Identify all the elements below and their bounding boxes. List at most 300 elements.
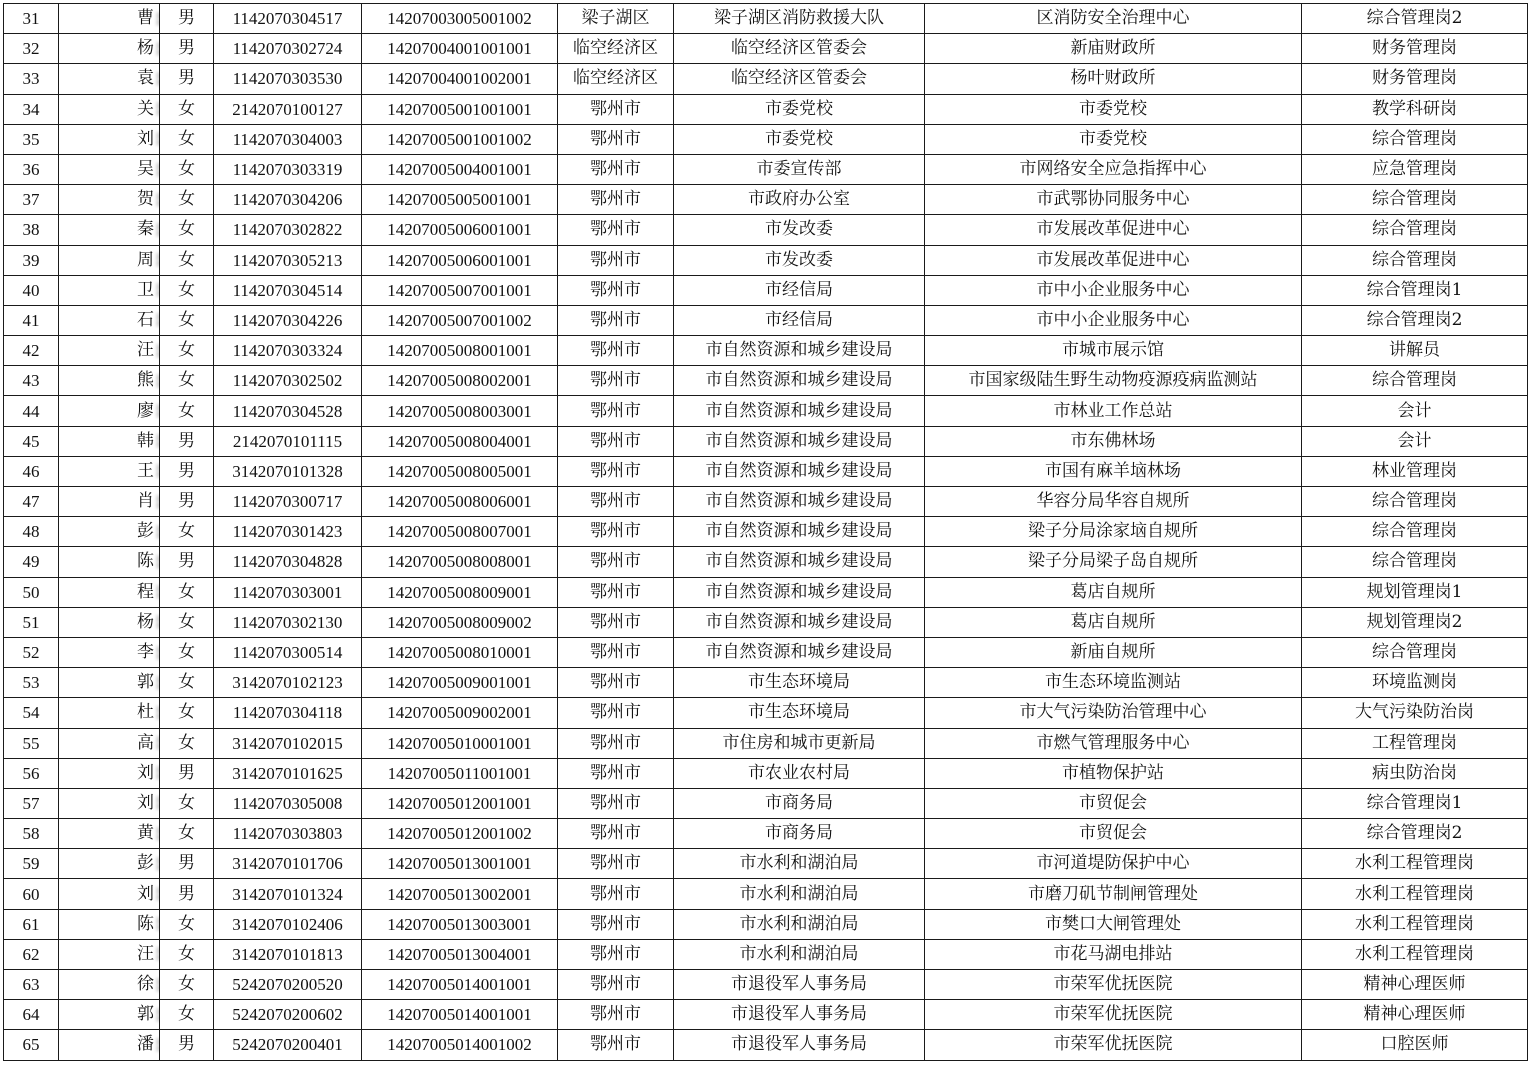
table-row	[4, 245, 1528, 275]
candidate-surname: 徐	[137, 974, 154, 995]
gender-cell: 女	[160, 637, 214, 667]
post-code-cell: 14207005013001001	[362, 849, 558, 879]
post-code-cell: 14207005006001001	[362, 215, 558, 245]
post-code-cell: 14207005007001002	[362, 305, 558, 335]
exam-number-cell: 1142070303319	[214, 154, 362, 184]
row-index-cell: 48	[4, 517, 59, 547]
candidate-name-cell	[59, 396, 160, 426]
hiring-unit-cell: 市东佛林场	[925, 426, 1302, 456]
row-index-cell: 46	[4, 456, 59, 486]
hiring-unit-cell: 梁子分局涂家垴自规所	[925, 517, 1302, 547]
name-redaction-blur	[156, 676, 160, 690]
post-name-cell: 会计	[1302, 396, 1528, 426]
candidate-surname: 刘	[137, 883, 154, 904]
region-cell: 鄂州市	[558, 668, 674, 698]
hiring-unit-cell: 市樊口大闸管理处	[925, 909, 1302, 939]
table-row	[4, 849, 1528, 879]
exam-number-cell: 1142070300717	[214, 487, 362, 517]
table-row	[4, 909, 1528, 939]
region-cell: 鄂州市	[558, 788, 674, 818]
department-cell: 市自然资源和城乡建设局	[674, 456, 925, 486]
candidate-surname: 刘	[137, 792, 154, 813]
table-row	[4, 517, 1528, 547]
hiring-unit-cell: 华容分局华容自规所	[925, 487, 1302, 517]
gender-cell: 女	[160, 607, 214, 637]
candidate-surname: 卫	[137, 279, 154, 300]
name-redaction-blur	[156, 978, 160, 992]
hiring-unit-cell: 市林业工作总站	[925, 396, 1302, 426]
post-name-cell: 教学科研岗	[1302, 94, 1528, 124]
candidate-name-cell	[59, 607, 160, 637]
region-cell: 鄂州市	[558, 426, 674, 456]
table-row	[4, 4, 1528, 34]
exam-number-cell: 5242070200602	[214, 1000, 362, 1030]
row-index-cell: 35	[4, 124, 59, 154]
department-cell: 市水利和湖泊局	[674, 849, 925, 879]
exam-number-cell: 1142070304528	[214, 396, 362, 426]
post-code-cell: 14207005012001002	[362, 819, 558, 849]
post-code-cell: 14207005005001001	[362, 185, 558, 215]
candidate-name-cell	[59, 124, 160, 154]
gender-cell: 男	[160, 758, 214, 788]
candidate-surname: 熊	[137, 370, 154, 391]
gender-cell: 女	[160, 698, 214, 728]
candidate-name-cell	[59, 849, 160, 879]
table-row	[4, 788, 1528, 818]
region-cell: 鄂州市	[558, 94, 674, 124]
table-row	[4, 34, 1528, 64]
region-cell: 鄂州市	[558, 909, 674, 939]
table-row	[4, 1000, 1528, 1030]
hiring-unit-cell: 市中小企业服务中心	[925, 305, 1302, 335]
row-index-cell: 49	[4, 547, 59, 577]
name-redaction-blur	[156, 857, 160, 871]
table-row	[4, 577, 1528, 607]
region-cell: 鄂州市	[558, 185, 674, 215]
department-cell: 市经信局	[674, 305, 925, 335]
candidate-name-cell	[59, 245, 160, 275]
table-row	[4, 124, 1528, 154]
candidate-name-cell	[59, 577, 160, 607]
row-index-cell: 53	[4, 668, 59, 698]
row-index-cell: 40	[4, 275, 59, 305]
row-index-cell: 31	[4, 4, 59, 34]
exam-number-cell: 1142070305008	[214, 788, 362, 818]
table-row	[4, 396, 1528, 426]
post-name-cell: 综合管理岗1	[1302, 788, 1528, 818]
post-name-cell: 财务管理岗	[1302, 34, 1528, 64]
department-cell: 市住房和城市更新局	[674, 728, 925, 758]
name-redaction-blur	[156, 72, 160, 86]
post-code-cell: 14207005008007001	[362, 517, 558, 547]
gender-cell: 女	[160, 366, 214, 396]
exam-number-cell: 1142070302502	[214, 366, 362, 396]
table-row	[4, 185, 1528, 215]
gender-cell: 男	[160, 849, 214, 879]
candidate-surname: 李	[137, 642, 154, 663]
gender-cell: 男	[160, 1030, 214, 1060]
hiring-unit-cell: 市贸促会	[925, 788, 1302, 818]
candidate-name-cell	[59, 939, 160, 969]
row-index-cell: 34	[4, 94, 59, 124]
department-cell: 市发改委	[674, 215, 925, 245]
post-code-cell: 14207005014001001	[362, 970, 558, 1000]
candidate-surname: 廖	[137, 400, 154, 421]
region-cell: 鄂州市	[558, 487, 674, 517]
candidate-name-cell	[59, 547, 160, 577]
gender-cell: 女	[160, 94, 214, 124]
name-redaction-blur	[156, 223, 160, 237]
department-cell: 市经信局	[674, 275, 925, 305]
name-redaction-blur	[156, 917, 160, 931]
table-row	[4, 970, 1528, 1000]
candidate-name-cell	[59, 970, 160, 1000]
name-redaction-blur	[156, 42, 160, 56]
table-row	[4, 668, 1528, 698]
hiring-unit-cell: 市花马湖电排站	[925, 939, 1302, 969]
candidate-name-cell	[59, 336, 160, 366]
row-index-cell: 52	[4, 637, 59, 667]
post-name-cell: 综合管理岗	[1302, 185, 1528, 215]
name-redaction-blur	[156, 887, 160, 901]
exam-number-cell: 1142070304206	[214, 185, 362, 215]
post-name-cell: 精神心理医师	[1302, 970, 1528, 1000]
hiring-unit-cell: 市武鄂协同服务中心	[925, 185, 1302, 215]
name-redaction-blur	[156, 283, 160, 297]
gender-cell: 男	[160, 426, 214, 456]
post-name-cell: 综合管理岗2	[1302, 305, 1528, 335]
region-cell: 鄂州市	[558, 939, 674, 969]
region-cell: 鄂州市	[558, 879, 674, 909]
department-cell: 市商务局	[674, 819, 925, 849]
department-cell: 市水利和湖泊局	[674, 909, 925, 939]
region-cell: 鄂州市	[558, 758, 674, 788]
department-cell: 市政府办公室	[674, 185, 925, 215]
post-code-cell: 14207005008002001	[362, 366, 558, 396]
row-index-cell: 39	[4, 245, 59, 275]
exam-number-cell: 1142070302724	[214, 34, 362, 64]
candidate-name-cell	[59, 1000, 160, 1030]
candidate-name-cell	[59, 4, 160, 34]
department-cell: 市自然资源和城乡建设局	[674, 607, 925, 637]
post-name-cell: 财务管理岗	[1302, 64, 1528, 94]
post-name-cell: 大气污染防治岗	[1302, 698, 1528, 728]
table-row	[4, 426, 1528, 456]
gender-cell: 女	[160, 517, 214, 547]
department-cell: 市自然资源和城乡建设局	[674, 366, 925, 396]
row-index-cell: 32	[4, 34, 59, 64]
department-cell: 市商务局	[674, 788, 925, 818]
name-redaction-blur	[156, 555, 160, 569]
candidate-surname: 程	[137, 581, 154, 602]
table-row	[4, 698, 1528, 728]
department-cell: 市自然资源和城乡建设局	[674, 637, 925, 667]
table-row	[4, 305, 1528, 335]
name-redaction-blur	[156, 525, 160, 539]
table-row	[4, 728, 1528, 758]
candidate-name-cell	[59, 487, 160, 517]
post-name-cell: 环境监测岗	[1302, 668, 1528, 698]
candidate-name-cell	[59, 879, 160, 909]
post-code-cell: 14207005008003001	[362, 396, 558, 426]
region-cell: 鄂州市	[558, 698, 674, 728]
hiring-unit-cell: 新庙自规所	[925, 637, 1302, 667]
candidate-surname: 王	[137, 460, 154, 481]
candidate-roster-table	[3, 3, 1528, 1061]
name-redaction-blur	[156, 736, 160, 750]
exam-number-cell: 3142070102123	[214, 668, 362, 698]
exam-number-cell: 1142070305213	[214, 245, 362, 275]
row-index-cell: 44	[4, 396, 59, 426]
exam-number-cell: 3142070102015	[214, 728, 362, 758]
candidate-surname: 郭	[137, 1004, 154, 1025]
post-name-cell: 综合管理岗	[1302, 215, 1528, 245]
post-code-cell: 14207005008009001	[362, 577, 558, 607]
exam-number-cell: 3142070101324	[214, 879, 362, 909]
gender-cell: 女	[160, 336, 214, 366]
exam-number-cell: 3142070101813	[214, 939, 362, 969]
post-name-cell: 应急管理岗	[1302, 154, 1528, 184]
row-index-cell: 45	[4, 426, 59, 456]
department-cell: 市退役军人事务局	[674, 1000, 925, 1030]
hiring-unit-cell: 市燃气管理服务中心	[925, 728, 1302, 758]
gender-cell: 女	[160, 728, 214, 758]
candidate-name-cell	[59, 185, 160, 215]
department-cell: 市发改委	[674, 245, 925, 275]
hiring-unit-cell: 市荣军优抚医院	[925, 970, 1302, 1000]
region-cell: 鄂州市	[558, 970, 674, 1000]
candidate-name-cell	[59, 456, 160, 486]
exam-number-cell: 1142070303001	[214, 577, 362, 607]
gender-cell: 女	[160, 396, 214, 426]
name-redaction-blur	[156, 12, 160, 26]
table-row	[4, 819, 1528, 849]
hiring-unit-cell: 市中小企业服务中心	[925, 275, 1302, 305]
row-index-cell: 59	[4, 849, 59, 879]
row-index-cell: 41	[4, 305, 59, 335]
table-row	[4, 758, 1528, 788]
gender-cell: 男	[160, 879, 214, 909]
row-index-cell: 58	[4, 819, 59, 849]
candidate-name-cell	[59, 426, 160, 456]
gender-cell: 女	[160, 215, 214, 245]
post-name-cell: 病虫防治岗	[1302, 758, 1528, 788]
candidate-name-cell	[59, 758, 160, 788]
candidate-name-cell	[59, 275, 160, 305]
gender-cell: 女	[160, 124, 214, 154]
post-name-cell: 综合管理岗	[1302, 637, 1528, 667]
candidate-surname: 关	[137, 98, 154, 119]
exam-number-cell: 2142070101115	[214, 426, 362, 456]
department-cell: 市委党校	[674, 94, 925, 124]
table-row	[4, 939, 1528, 969]
table-row	[4, 64, 1528, 94]
gender-cell: 女	[160, 154, 214, 184]
candidate-name-cell	[59, 305, 160, 335]
candidate-surname: 周	[137, 249, 154, 270]
hiring-unit-cell: 市大气污染防治管理中心	[925, 698, 1302, 728]
post-name-cell: 规划管理岗1	[1302, 577, 1528, 607]
row-index-cell: 42	[4, 336, 59, 366]
candidate-surname: 彭	[137, 853, 154, 874]
department-cell: 市生态环境局	[674, 698, 925, 728]
hiring-unit-cell: 葛店自规所	[925, 577, 1302, 607]
exam-number-cell: 5242070200401	[214, 1030, 362, 1060]
candidate-surname: 袁	[137, 68, 154, 89]
exam-number-cell: 3142070101625	[214, 758, 362, 788]
table-row	[4, 1030, 1528, 1060]
post-name-cell: 综合管理岗2	[1302, 4, 1528, 34]
candidate-surname: 杨	[137, 38, 154, 59]
table-row	[4, 215, 1528, 245]
post-code-cell: 14207005014001002	[362, 1030, 558, 1060]
candidate-surname: 杜	[137, 702, 154, 723]
region-cell: 鄂州市	[558, 607, 674, 637]
row-index-cell: 55	[4, 728, 59, 758]
post-name-cell: 讲解员	[1302, 336, 1528, 366]
name-redaction-blur	[156, 706, 160, 720]
name-redaction-blur	[156, 1008, 160, 1022]
post-name-cell: 综合管理岗	[1302, 124, 1528, 154]
candidate-surname: 黄	[137, 823, 154, 844]
table-row	[4, 487, 1528, 517]
department-cell: 市自然资源和城乡建设局	[674, 487, 925, 517]
exam-number-cell: 1142070304003	[214, 124, 362, 154]
region-cell: 鄂州市	[558, 728, 674, 758]
post-code-cell: 14207005014001001	[362, 1000, 558, 1030]
post-code-cell: 14207005008004001	[362, 426, 558, 456]
hiring-unit-cell: 市网络安全应急指挥中心	[925, 154, 1302, 184]
exam-number-cell: 1142070304828	[214, 547, 362, 577]
gender-cell: 男	[160, 64, 214, 94]
candidate-name-cell	[59, 34, 160, 64]
candidate-surname: 彭	[137, 521, 154, 542]
candidate-surname: 潘	[137, 1034, 154, 1055]
hiring-unit-cell: 市磨刀矶节制闸管理处	[925, 879, 1302, 909]
hiring-unit-cell: 市贸促会	[925, 819, 1302, 849]
row-index-cell: 63	[4, 970, 59, 1000]
department-cell: 市自然资源和城乡建设局	[674, 396, 925, 426]
post-code-cell: 14207004001001001	[362, 34, 558, 64]
candidate-name-cell	[59, 64, 160, 94]
candidate-name-cell	[59, 366, 160, 396]
department-cell: 市自然资源和城乡建设局	[674, 547, 925, 577]
exam-number-cell: 1142070303530	[214, 64, 362, 94]
gender-cell: 女	[160, 185, 214, 215]
name-redaction-blur	[156, 132, 160, 146]
department-cell: 市水利和湖泊局	[674, 939, 925, 969]
name-redaction-blur	[156, 434, 160, 448]
region-cell: 鄂州市	[558, 637, 674, 667]
gender-cell: 女	[160, 305, 214, 335]
candidate-name-cell	[59, 819, 160, 849]
post-name-cell: 精神心理医师	[1302, 1000, 1528, 1030]
candidate-surname: 汪	[137, 340, 154, 361]
candidate-surname: 高	[137, 732, 154, 753]
post-code-cell: 14207005008010001	[362, 637, 558, 667]
gender-cell: 男	[160, 456, 214, 486]
region-cell: 梁子湖区	[558, 4, 674, 34]
post-name-cell: 会计	[1302, 426, 1528, 456]
post-name-cell: 综合管理岗2	[1302, 819, 1528, 849]
name-redaction-blur	[156, 947, 160, 961]
exam-number-cell: 2142070100127	[214, 94, 362, 124]
hiring-unit-cell: 市生态环境监测站	[925, 668, 1302, 698]
roster-body	[4, 4, 1528, 1061]
exam-number-cell: 1142070300514	[214, 637, 362, 667]
exam-number-cell: 1142070304514	[214, 275, 362, 305]
table-row	[4, 336, 1528, 366]
region-cell: 鄂州市	[558, 1030, 674, 1060]
hiring-unit-cell: 市植物保护站	[925, 758, 1302, 788]
department-cell: 市农业农村局	[674, 758, 925, 788]
hiring-unit-cell: 市荣军优抚医院	[925, 1000, 1302, 1030]
region-cell: 鄂州市	[558, 849, 674, 879]
post-name-cell: 综合管理岗	[1302, 366, 1528, 396]
exam-number-cell: 1142070303803	[214, 819, 362, 849]
row-index-cell: 64	[4, 1000, 59, 1030]
candidate-name-cell	[59, 517, 160, 547]
post-code-cell: 14207005013003001	[362, 909, 558, 939]
region-cell: 鄂州市	[558, 1000, 674, 1030]
candidate-name-cell	[59, 637, 160, 667]
hiring-unit-cell: 杨叶财政所	[925, 64, 1302, 94]
post-code-cell: 14207005010001001	[362, 728, 558, 758]
candidate-name-cell	[59, 668, 160, 698]
exam-number-cell: 1142070304118	[214, 698, 362, 728]
post-code-cell: 14207005008001001	[362, 336, 558, 366]
name-redaction-blur	[156, 646, 160, 660]
department-cell: 市委党校	[674, 124, 925, 154]
region-cell: 鄂州市	[558, 366, 674, 396]
name-redaction-blur	[156, 766, 160, 780]
row-index-cell: 51	[4, 607, 59, 637]
candidate-name-cell	[59, 154, 160, 184]
hiring-unit-cell: 市委党校	[925, 124, 1302, 154]
region-cell: 鄂州市	[558, 245, 674, 275]
region-cell: 鄂州市	[558, 456, 674, 486]
region-cell: 临空经济区	[558, 34, 674, 64]
post-code-cell: 14207005009002001	[362, 698, 558, 728]
post-name-cell: 工程管理岗	[1302, 728, 1528, 758]
gender-cell: 女	[160, 788, 214, 818]
table-row	[4, 154, 1528, 184]
region-cell: 鄂州市	[558, 215, 674, 245]
post-code-cell: 14207005009001001	[362, 668, 558, 698]
candidate-surname: 刘	[137, 128, 154, 149]
post-code-cell: 14207005013004001	[362, 939, 558, 969]
post-name-cell: 口腔医师	[1302, 1030, 1528, 1060]
row-index-cell: 33	[4, 64, 59, 94]
post-name-cell: 水利工程管理岗	[1302, 909, 1528, 939]
gender-cell: 女	[160, 275, 214, 305]
name-redaction-blur	[156, 163, 160, 177]
name-redaction-blur	[156, 374, 160, 388]
region-cell: 鄂州市	[558, 275, 674, 305]
post-name-cell: 规划管理岗2	[1302, 607, 1528, 637]
table-row	[4, 637, 1528, 667]
hiring-unit-cell: 市发展改革促进中心	[925, 245, 1302, 275]
row-index-cell: 47	[4, 487, 59, 517]
hiring-unit-cell: 葛店自规所	[925, 607, 1302, 637]
post-name-cell: 水利工程管理岗	[1302, 849, 1528, 879]
department-cell: 临空经济区管委会	[674, 34, 925, 64]
post-name-cell: 水利工程管理岗	[1302, 939, 1528, 969]
post-code-cell: 14207005008009002	[362, 607, 558, 637]
candidate-surname: 陈	[137, 913, 154, 934]
post-name-cell: 综合管理岗	[1302, 547, 1528, 577]
exam-number-cell: 1142070303324	[214, 336, 362, 366]
